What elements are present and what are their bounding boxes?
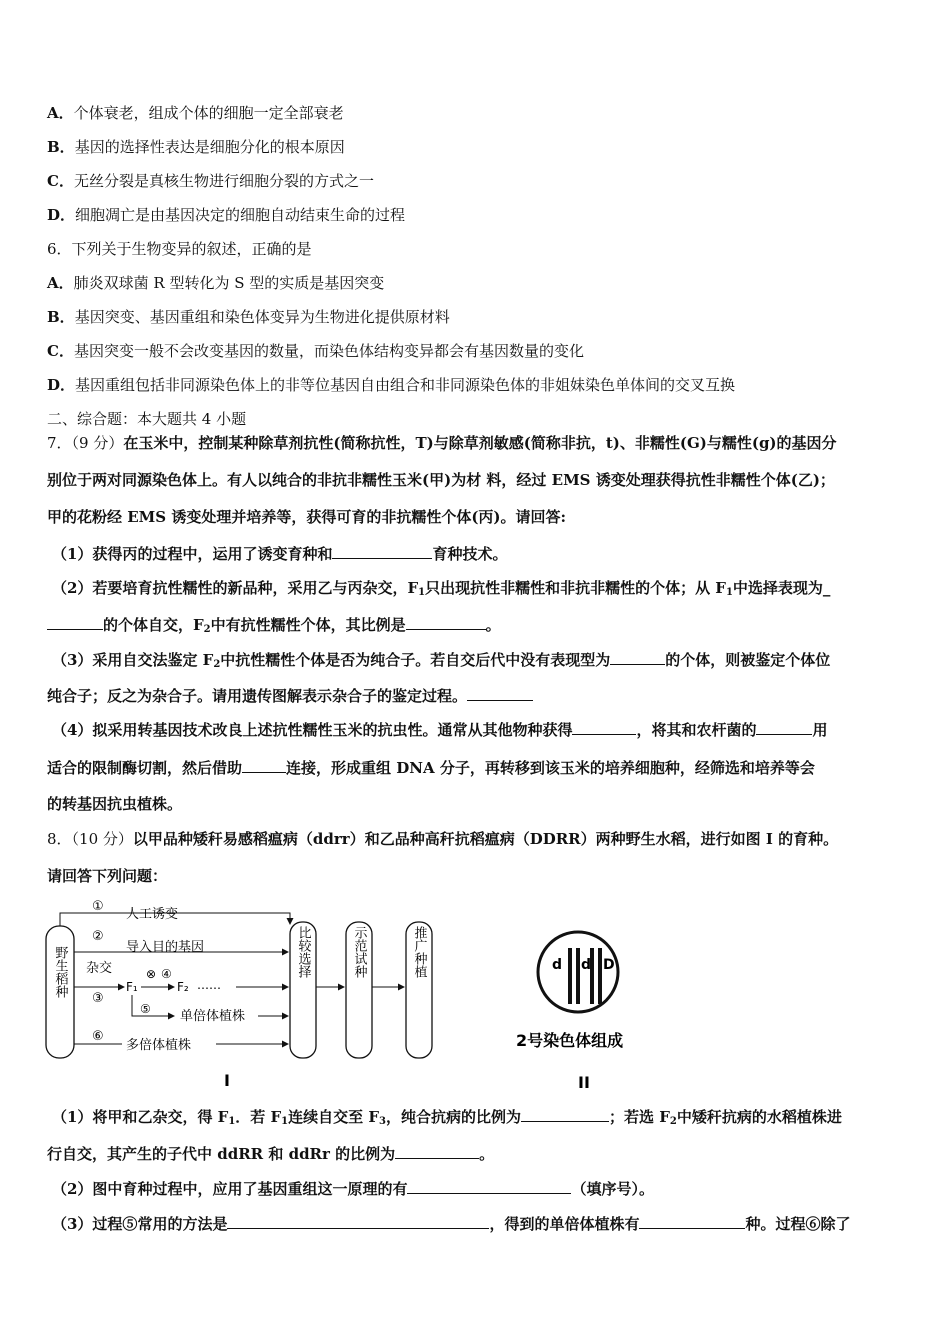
chromosome-2 xyxy=(576,948,580,1004)
step-5-number: ⑤ xyxy=(140,1002,151,1016)
q7-part-3-line-2 xyxy=(47,686,533,706)
q7-p2b: 只出现抗性非糯性和非抗非糯性的个体；从 F xyxy=(425,579,726,597)
q8-p3a: （3）过程⑤常用的方法是 xyxy=(52,1215,228,1233)
step-2-number: ② xyxy=(92,929,104,944)
q7-p2d: 的个体自交，F xyxy=(103,616,204,634)
q7-part-2-line-2 xyxy=(47,615,501,635)
q8-p1h: 。 xyxy=(479,1145,495,1163)
q7-blank-5[interactable] xyxy=(467,686,533,701)
q8-part-3 xyxy=(52,1214,850,1234)
q8-sub-1b: 1 xyxy=(281,1116,289,1127)
step-5-label: 单倍体植株 xyxy=(180,1009,246,1024)
q8-p1g: 行自交，其产生的子代中 ddRR 和 ddRr 的比例为 xyxy=(47,1145,396,1163)
chromosome-diagram xyxy=(510,930,670,1095)
chromosome-caption: 2号染色体组成 xyxy=(516,1031,624,1050)
q6-b-text: 基因突变、基因重组和染色体变异为生物进化提供原材料 xyxy=(74,308,450,326)
demo-label: 示范试种 xyxy=(351,926,367,978)
q7-p1a: （1）获得丙的过程中，运用了诱变育种和 xyxy=(52,545,333,563)
q7-blank-3[interactable] xyxy=(406,615,486,630)
q7-blank-8[interactable] xyxy=(242,758,286,773)
q6-stem-text: 下列关于生物变异的叙述，正确的是 xyxy=(71,240,312,258)
q8-l2: 请回答下列问题： xyxy=(47,867,168,885)
q6-c-text: 基因突变一般不会改变基因的数量，而染色体结构变异都会有基因数量的变化 xyxy=(73,342,584,360)
q7-p4e: 连接，形成重组 DNA 分子，再转移到该玉米的培养细胞种，经筛选和培养等会 xyxy=(286,759,815,777)
allele-1: d xyxy=(552,957,563,973)
q8-p1a: （1）将甲和乙杂交，得 F xyxy=(52,1108,229,1126)
q8-p1d: ，纯合抗病的比例为 xyxy=(385,1108,521,1126)
q7-l3: 甲的花粉经 EMS 诱变处理并培养等，获得可育的非抗糯性个体(丙)。请回答: xyxy=(47,508,567,526)
q7-l2: 别位于两对同源染色体上。有人以纯合的非抗非糯性玉米(甲)为材 料，经过 EMS 诱变处理获得抗性非糯性个体(乙)； xyxy=(47,471,835,489)
q7-sub-1b: 1 xyxy=(725,587,733,598)
q7-p3b: 中抗性糯性个体是否为纯合子。若自交后代中没有表现型为 xyxy=(220,651,611,669)
f1-label: F₁ xyxy=(126,980,138,994)
q7-p4f: 的转基因抗虫植株。 xyxy=(47,795,183,813)
q7-p4d: 适合的限制酶切割，然后借助 xyxy=(47,759,243,777)
q8-p1b: ．若 F xyxy=(235,1108,282,1126)
q8-blank-5[interactable] xyxy=(639,1214,745,1229)
ellipsis-label: …… xyxy=(197,978,221,992)
selfing-symbol: ⊗ xyxy=(146,967,157,981)
q7-blank-1[interactable] xyxy=(332,544,432,559)
q5-option-c: C．无丝分裂是真核生物进行细胞分裂的方式之一 xyxy=(47,172,374,190)
q8-sub-1a: 1 xyxy=(228,1116,236,1127)
q5-option-a: A．个体衰老，组成个体的细胞一定全部衰老 xyxy=(47,104,344,122)
step-3-number: ③ xyxy=(92,991,104,1006)
q8-part-1-line-1 xyxy=(52,1107,842,1127)
q8-blank-4[interactable] xyxy=(227,1214,489,1229)
q7-line-1 xyxy=(47,433,837,453)
allele-3: D xyxy=(603,957,615,973)
q8-blank-3[interactable] xyxy=(407,1179,571,1194)
q7-p4c: 用 xyxy=(812,721,828,739)
breeding-diagram xyxy=(40,892,460,1092)
q5-a-text: 个体衰老，组成个体的细胞一定全部衰老 xyxy=(73,104,344,122)
q7-p4b: ，将其和农杆菌的 xyxy=(636,721,757,739)
q6-d-text: 基因重组包括非同源染色体上的非等位基因自由组合和非同源染色体的非姐妹染色单体间的交叉互换 xyxy=(75,376,736,394)
q8-l1: 以甲品种矮秆易感稻瘟病（ddrr）和乙品种高秆抗稻瘟病（DDRR）两种野生水稻，进行如图 I 的育种。 xyxy=(132,830,839,848)
f2-label: F₂ xyxy=(177,980,189,994)
q8-p1e: ；若选 F xyxy=(608,1108,670,1126)
q7-p1b: 育种技术。 xyxy=(432,545,508,563)
step-2-label: 导入目的基因 xyxy=(126,940,205,955)
chromosome-1 xyxy=(568,948,572,1004)
q8-part-1-line-2 xyxy=(47,1144,494,1164)
q6-option-c: C．基因突变一般不会改变基因的数量，而染色体结构变异都会有基因数量的变化 xyxy=(47,342,584,360)
q7-p3c: 的个体，则被鉴定个体位 xyxy=(665,651,831,669)
q7-sub-3: 2 xyxy=(213,659,221,670)
allele-2: d xyxy=(581,957,592,973)
figure-1-label: I xyxy=(224,1071,230,1090)
step-4-number: ④ xyxy=(161,967,172,981)
step-1-number: ① xyxy=(92,899,104,914)
q8-blank-2[interactable] xyxy=(395,1144,479,1159)
q7-part-1 xyxy=(52,544,507,564)
q5-c-text: 无丝分裂是真核生物进行细胞分裂的方式之一 xyxy=(73,172,374,190)
q7-p2f: 。 xyxy=(485,616,501,634)
q8-p1c: 连续自交至 F xyxy=(288,1108,379,1126)
q6-number: 6． xyxy=(47,240,72,258)
cross-label: 杂交 xyxy=(86,961,113,976)
step-1-label: 人工诱变 xyxy=(126,907,179,922)
q8-part-2 xyxy=(52,1179,654,1199)
q8-line-1 xyxy=(47,829,838,849)
q8-p1f: 中矮秆抗病的水稻植株进 xyxy=(676,1108,842,1126)
q8-p3b: ，得到的单倍体植株有 xyxy=(489,1215,640,1233)
q7-p2c: 中选择表现为_ xyxy=(732,579,831,597)
q7-line-3 xyxy=(47,507,566,527)
q7-blank-2[interactable] xyxy=(47,615,103,630)
q8-sub-3: 3 xyxy=(379,1116,386,1127)
q6-option-a: A．肺炎双球菌 R 型转化为 S 型的实质是基因突变 xyxy=(47,274,385,292)
q8-line-2 xyxy=(47,866,167,886)
q5-option-d: D．细胞凋亡是由基因决定的细胞自动结束生命的过程 xyxy=(47,206,406,224)
figure-2-label: II xyxy=(578,1073,590,1092)
q7-p4a: （4）拟采用转基因技术改良上述抗性糯性玉米的抗虫性。通常从其他物种获得 xyxy=(52,721,573,739)
q8-p2b: （填序号）。 xyxy=(571,1180,654,1198)
q7-line-2 xyxy=(47,470,835,490)
q7-p3d: 纯合子；反之为杂合子。请用遗传图解表示杂合子的鉴定过程。 xyxy=(47,687,468,705)
q7-sub-1a: 1 xyxy=(418,587,426,598)
q7-part-4-line-1 xyxy=(52,720,827,740)
q7-part-4-line-3 xyxy=(47,794,182,814)
q8-number: 8．（10 分） xyxy=(47,830,133,848)
step-6-label: 多倍体植株 xyxy=(126,1038,192,1053)
q7-part-4-line-2 xyxy=(47,758,815,778)
q6-option-d: D．基因重组包括非同源染色体上的非等位基因自由组合和非同源染色体的非姐妹染色单体间的交叉互换 xyxy=(47,376,736,394)
q6-a-text: 肺炎双球菌 R 型转化为 S 型的实质是基因突变 xyxy=(73,274,385,292)
q7-blank-7[interactable] xyxy=(756,720,812,735)
q7-part-3-line-1 xyxy=(52,650,830,670)
wild-rice-label: 野生稻种 xyxy=(52,946,68,998)
q7-p2e: 中有抗性糯性个体，其比例是 xyxy=(210,616,406,634)
q7-blank-6[interactable] xyxy=(572,720,636,735)
q7-l1: 在玉米中，控制某种除草剂抗性(简称抗性，T)与除草剂敏感(简称非抗，t)、非糯性(G)与糯性(g)的基因分 xyxy=(123,434,837,452)
chromosome-4 xyxy=(598,948,602,1004)
compare-label: 比较选择 xyxy=(295,926,311,978)
section-2-text: 二、综合题：本大题共 4 小题 xyxy=(47,410,247,428)
step-6-number: ⑥ xyxy=(92,1029,104,1044)
promote-label: 推广种植 xyxy=(411,926,427,978)
q7-number: 7．（9 分） xyxy=(47,434,124,452)
section-2-heading xyxy=(47,409,246,429)
q7-sub-2: 2 xyxy=(203,624,211,635)
q7-part-2-line-1 xyxy=(52,578,830,598)
q8-p2a: （2）图中育种过程中，应用了基因重组这一原理的有 xyxy=(52,1180,408,1198)
q5-d-text: 细胞凋亡是由基因决定的细胞自动结束生命的过程 xyxy=(75,206,406,224)
q8-sub-2: 2 xyxy=(669,1116,677,1127)
q7-blank-4[interactable] xyxy=(610,650,665,665)
q5-option-b: B．基因的选择性表达是细胞分化的根本原因 xyxy=(47,138,345,156)
q7-p2a: （2）若要培育抗性糯性的新品种，采用乙与丙杂交，F xyxy=(52,579,419,597)
q6-stem xyxy=(47,239,312,259)
q8-blank-1[interactable] xyxy=(521,1107,609,1122)
q8-p3c: 种。过程⑥除了 xyxy=(745,1215,851,1233)
q6-option-b: B．基因突变、基因重组和染色体变异为生物进化提供原材料 xyxy=(47,308,450,326)
q5-b-text: 基因的选择性表达是细胞分化的根本原因 xyxy=(74,138,345,156)
q7-p3a: （3）采用自交法鉴定 F xyxy=(52,651,214,669)
